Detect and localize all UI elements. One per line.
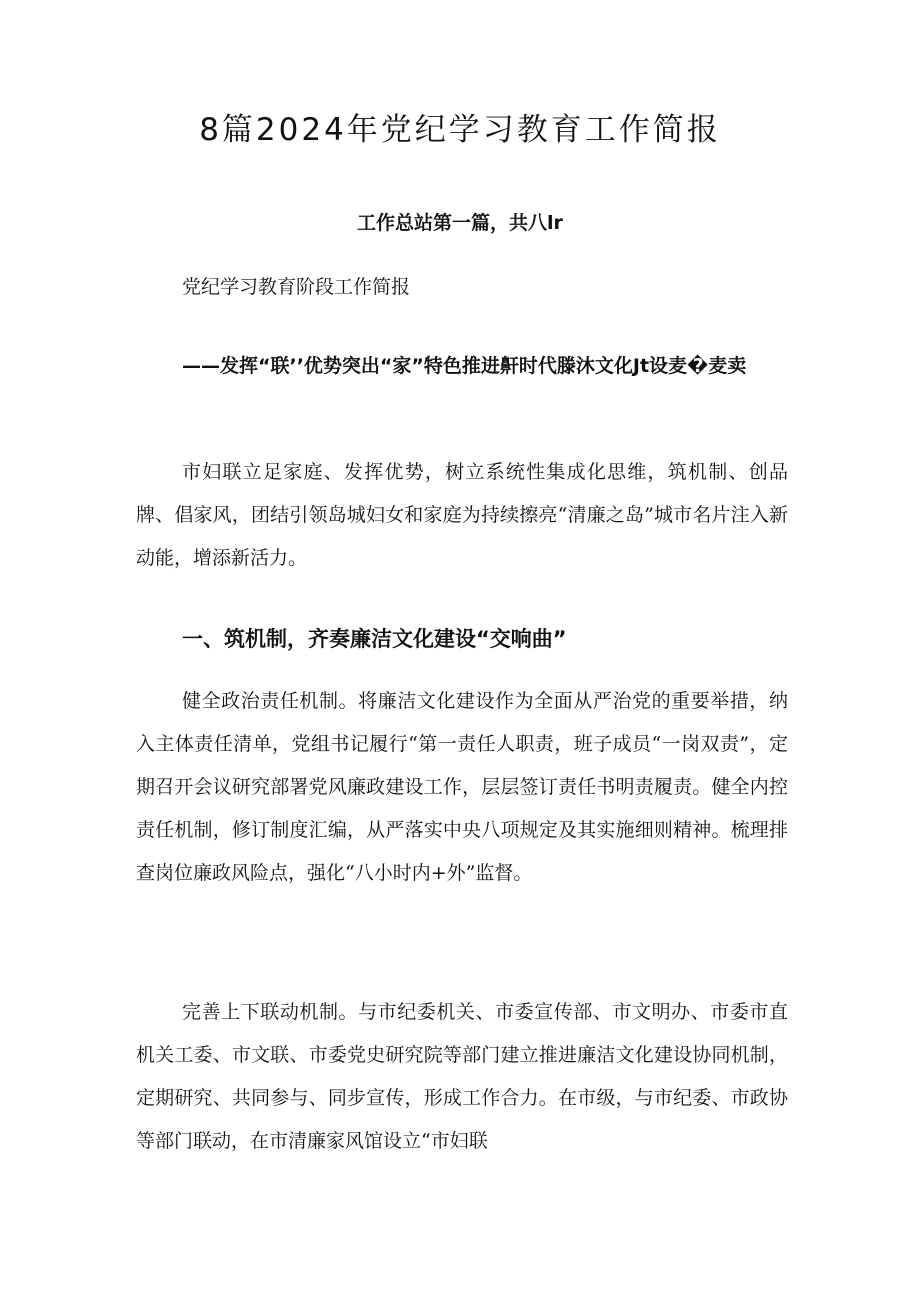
document-title: 8篇2024年党纪学习教育工作简报	[199, 112, 721, 148]
body-paragraph-1: 健全政治责任机制。将廉洁文化建设作为全面从严治党的重要举措，纳入主体责任清单，党组书记履行“第一责任人职责，班子成员“一岗双责”，定期召开会议研究部署党风廉政建设工作，层层签订责任书明责履责。健全内控责任机制，修订制度汇编，从严落实中央八项规定及其实施细则精神。梳理排查岗位廉政风险点，强化“八小时内+外”监督。	[136, 690, 788, 884]
document-subtitle: 工作总站第一篇，共八lr	[357, 212, 563, 234]
lead-heading: ——发挥“联’’优势突出“家”特色推进鼾时代滕沐文化Jt设麦�麦卖	[182, 355, 747, 377]
intro-paragraph: 市妇联立足家庭、发挥优势，树立系统性集成化思维，筑机制、创品牌、倡家风，团结引领岛城妇女和家庭为持续擦亮“清廉之岛”城市名片注入新动能，增添新活力。	[136, 461, 788, 569]
section-heading: 一、筑机制，齐奏廉洁文化建设“交响曲”	[182, 627, 567, 651]
briefing-label: 党纪学习教育阶段工作简报	[182, 276, 411, 298]
body-paragraph-2: 完善上下联动机制。与市纪委机关、市委宣传部、市文明办、市委市直机关工委、市文联、市委党史研究院等部门建立推进廉洁文化建设协同机制，定期研究、共同参与、同步宣传，形成工作合力。在市级，与市纪委、市政协等部门联动，在市清廉家风馆设立“市妇联	[136, 1001, 788, 1152]
